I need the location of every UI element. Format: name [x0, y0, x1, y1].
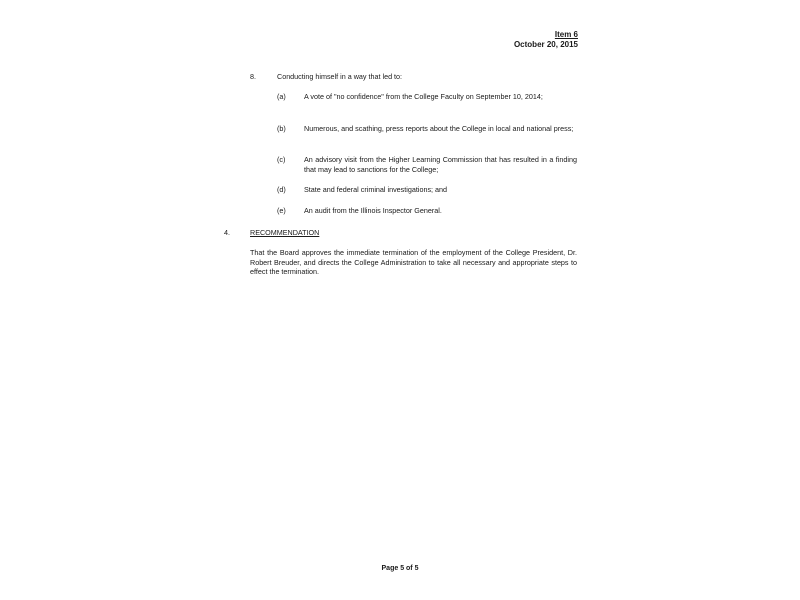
- sub-item-text: Numerous, and scathing, press reports about the College in local and national press;: [304, 124, 574, 133]
- sub-item-text: An audit from the Illinois Inspector General.: [304, 206, 442, 215]
- sub-item-label: (c): [277, 155, 286, 164]
- sub-item-text: State and federal criminal investigations; and: [304, 185, 448, 194]
- sub-item-text: An advisory visit from the Higher Learning Commission that has resulted in a finding that may lead to sanctions for the College;: [304, 155, 577, 174]
- section-8-intro: Conducting himself in a way that led to:: [277, 72, 403, 81]
- section-4-heading: RECOMMENDATION: [250, 228, 320, 237]
- section-8-number: 8.: [250, 72, 256, 81]
- sub-item-label: (b): [277, 124, 286, 133]
- section-4-number: 4.: [224, 228, 230, 237]
- recommendation-paragraph: That the Board approves the immediate termination of the employment of the College President, Dr. Robert Breuder, and directs the College Administration to take all necessary and appropriate steps to effect the termination.: [250, 248, 577, 277]
- sub-item-label: (d): [277, 185, 286, 194]
- item-label: Item 6: [554, 30, 578, 39]
- sub-item-text: A vote of "no confidence" from the College Faculty on September 10, 2014;: [304, 92, 543, 101]
- sub-item-label: (e): [277, 206, 286, 215]
- header-date: October 20, 2015: [513, 40, 578, 49]
- sub-item-label: (a): [277, 92, 286, 101]
- page-footer: Page 5 of 5: [381, 565, 419, 572]
- page-header: [514, 30, 578, 50]
